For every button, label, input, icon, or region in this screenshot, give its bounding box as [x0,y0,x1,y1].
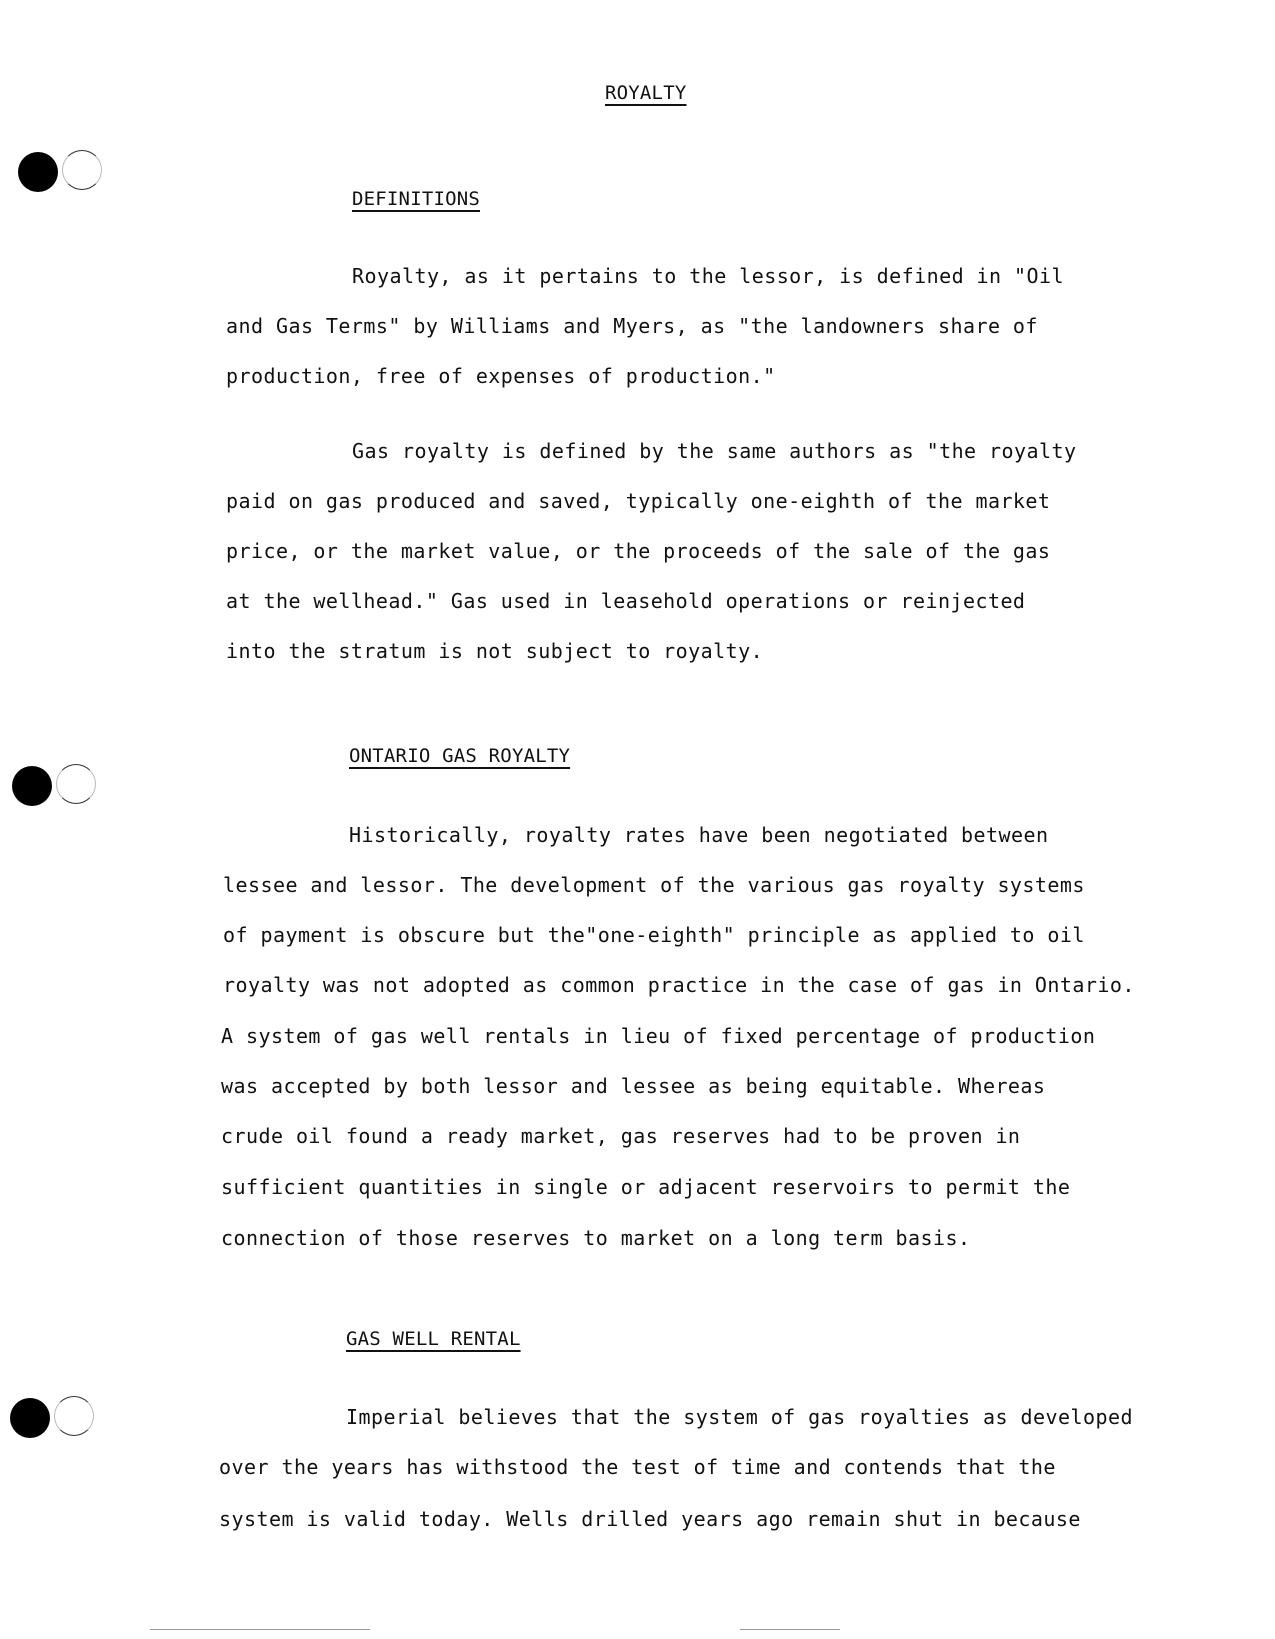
paragraph-line: production, free of expenses of production." [226,364,776,388]
punch-hole-middle [12,760,100,810]
paragraph-line: Royalty, as it pertains to the lessor, is defined in "Oil [352,264,1064,288]
punch-hole-empty-icon [56,764,96,804]
paragraph-line: at the wellhead." Gas used in leasehold operations or reinjected [226,589,1026,613]
page-title [605,82,686,104]
paragraph-line: lessee and lessor. The development of the various gas royalty systems [223,873,1085,897]
paragraph-line: paid on gas produced and saved, typically one-eighth of the market [226,489,1051,513]
punch-hole-bottom [10,1392,98,1442]
punch-hole-empty-icon [62,150,102,190]
paragraph-line: A system of gas well rentals in lieu of fixed percentage of production [221,1024,1096,1048]
punch-hole-empty-icon [54,1396,94,1436]
paragraph-line: into the stratum is not subject to royalty. [226,639,764,663]
paragraph-line: Historically, royalty rates have been negotiated between [349,823,1049,847]
paragraph-line: over the years has withstood the test of time and contends that the [219,1455,1056,1479]
paragraph-line: royalty was not adopted as common practice in the case of gas in Ontario. [223,973,1135,997]
paragraph-line: system is valid today. Wells drilled years ago remain shut in because [219,1507,1081,1531]
section-heading-definitions: DEFINITIONS [352,188,481,210]
paragraph-line: and Gas Terms" by Williams and Myers, as "the landowners share of [226,314,1038,338]
paragraph-line: Imperial believes that the system of gas royalties as developed [346,1405,1133,1429]
scan-artifact-line [740,1629,840,1630]
paragraph-line: price, or the market value, or the proceeds of the sale of the gas [226,539,1051,563]
paragraph-line: was accepted by both lessor and lessee as being equitable. Whereas [221,1074,1046,1098]
paragraph-line: crude oil found a ready market, gas reserves had to be proven in [221,1124,1021,1148]
paragraph-line: sufficient quantities in single or adjacent reservoirs to permit the [221,1175,1071,1199]
punch-hole-filled-icon [18,152,58,192]
paragraph-line: Gas royalty is defined by the same authors as "the royalty [352,439,1077,463]
scan-artifact-line [150,1629,370,1630]
punch-hole-filled-icon [10,1398,50,1438]
punch-hole-filled-icon [12,766,52,806]
paragraph-line: of payment is obscure but the"one-eighth" principle as applied to oil [223,923,1085,947]
section-heading-ontario-gas-royalty: ONTARIO GAS ROYALTY [349,745,571,767]
punch-hole-top [18,146,106,196]
paragraph-line: connection of those reserves to market on a long term basis. [221,1226,971,1250]
page-title-text: ROYALTY [605,82,687,104]
section-heading-gas-well-rental: GAS WELL RENTAL [346,1328,521,1350]
